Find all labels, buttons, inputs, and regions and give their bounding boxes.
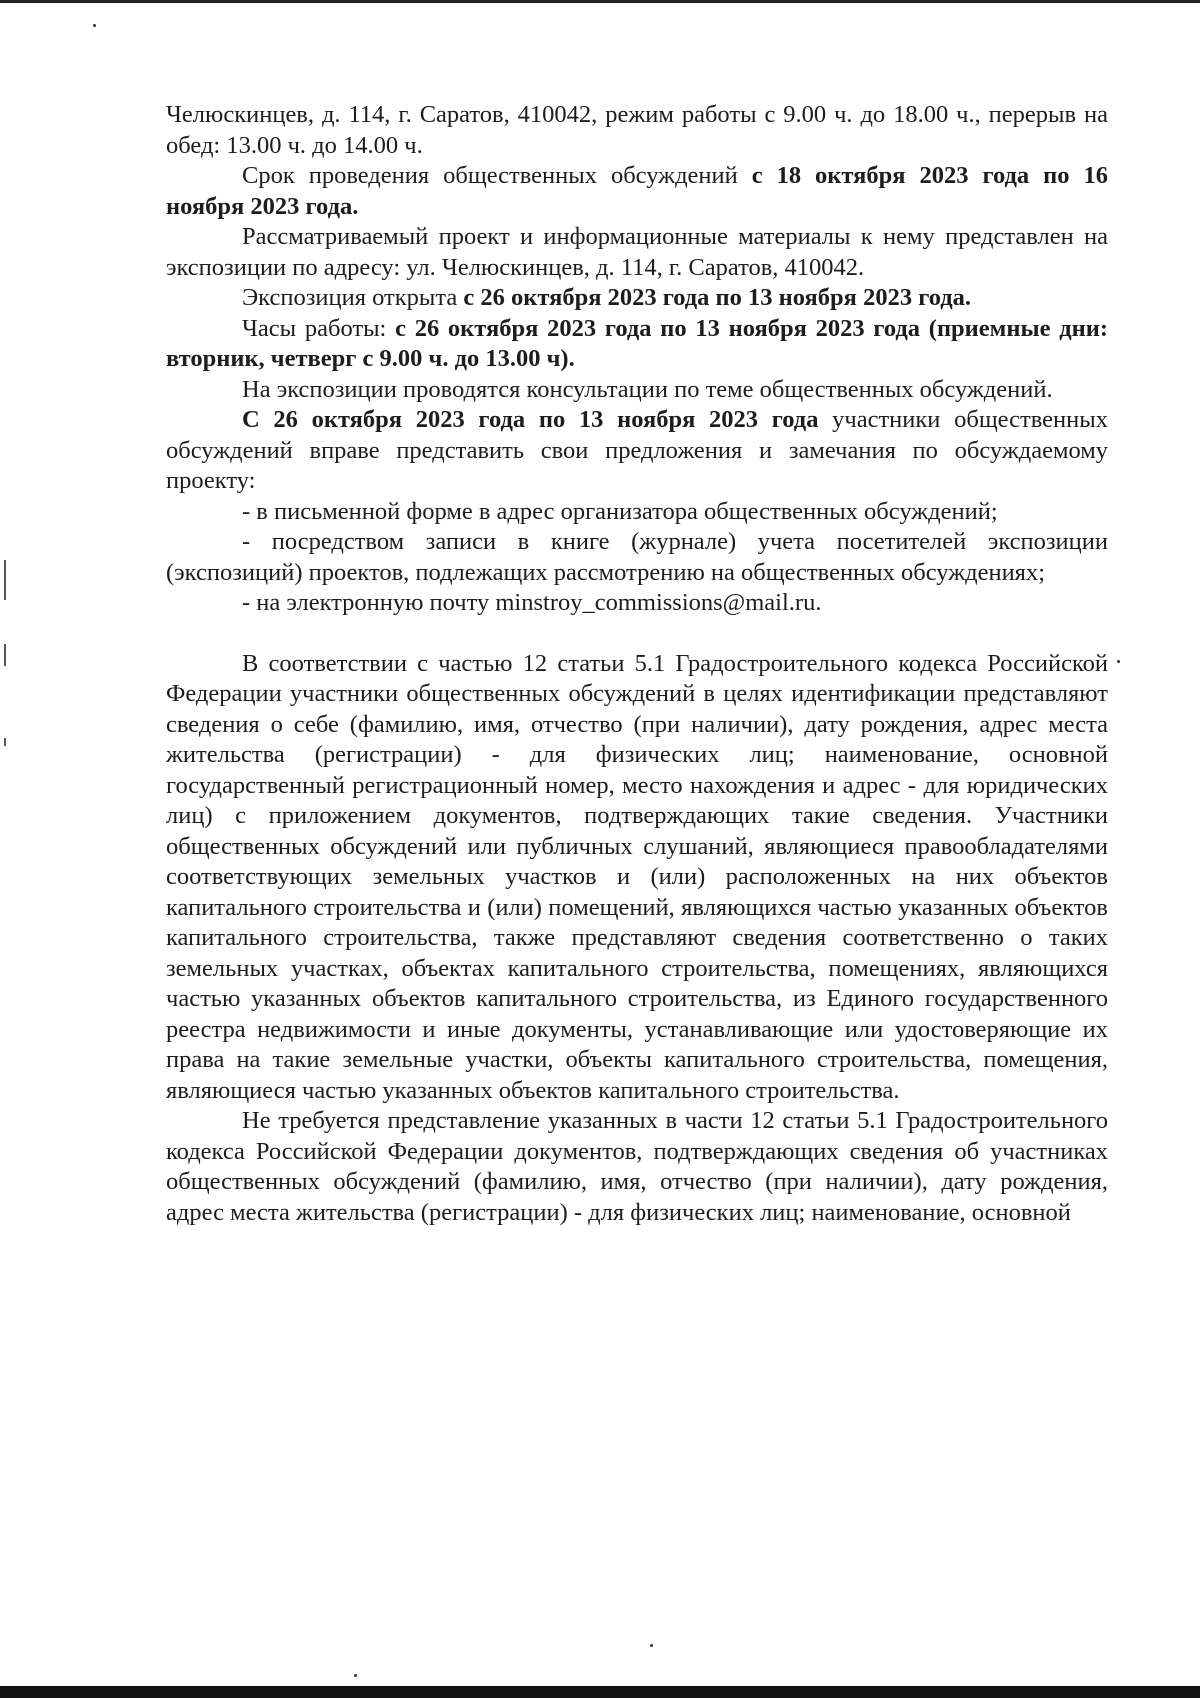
text-run: - посредством записи в книге (журнале) учета посетителей экспозиции (экспозиций) проектов, подлежащих рассмотрению на общественных обсуждениях; bbox=[166, 528, 1108, 586]
scan-speck bbox=[1117, 660, 1120, 663]
paragraph bbox=[166, 100, 1108, 161]
text-run: Не требуется представление указанных в части 12 статьи 5.1 Градостроительного кодекса Российской Федерации документов, подтверждающих сведения об участниках общественных обсуждений (фамилию, имя, отчество (при наличии), дату рождения, адрес места жительства (регистрации) - для физических лиц; наименование, основной bbox=[166, 1107, 1108, 1226]
text-run: Рассматриваемый проект и информационные материалы к нему представлен на экспозиции по адресу: ул. Челюскинцев, д. 114, г. Саратов, 410042. bbox=[166, 223, 1108, 281]
scan-margin-mark bbox=[4, 560, 6, 600]
scan-speck bbox=[354, 1674, 357, 1677]
scan-speck bbox=[650, 1644, 653, 1647]
paragraph bbox=[166, 497, 1108, 528]
scan-margin-mark bbox=[4, 738, 6, 746]
scan-top-edge bbox=[0, 0, 1200, 3]
bold-text-run: с 18 октября 2023 года по 16 ноября 2023 года. bbox=[166, 162, 1108, 220]
paragraph bbox=[166, 375, 1108, 406]
paragraph bbox=[166, 161, 1108, 222]
text-run: Срок проведения общественных обсуждений bbox=[242, 162, 752, 189]
paragraph bbox=[166, 527, 1108, 588]
paragraph bbox=[166, 283, 1108, 314]
paragraph bbox=[166, 1106, 1108, 1228]
text-run: - в письменной форме в адрес организатора общественных обсуждений; bbox=[242, 497, 998, 525]
scan-bottom-edge bbox=[0, 1686, 1200, 1698]
bold-text-run: с 26 октября 2023 года по 13 ноября 2023 года (приемные дни: вторник, четверг с 9.00 ч. до 13.00 ч). bbox=[166, 314, 1108, 372]
paragraph bbox=[166, 314, 1108, 375]
text-run: На экспозиции проводятся консультации по теме общественных обсуждений. bbox=[242, 375, 1053, 403]
paragraph bbox=[166, 222, 1108, 283]
scan-speck bbox=[93, 24, 96, 27]
text-run: - на электронную почту minstroy_commissions@mail.ru. bbox=[242, 589, 822, 616]
text-run: участники общественных обсуждений вправе представить свои предложения и замечания по обсуждаемому проекту: bbox=[166, 406, 1108, 494]
paragraph bbox=[166, 649, 1108, 1107]
text-run: Челюскинцев, д. 114, г. Саратов, 410042, режим работы с 9.00 ч. до 18.00 ч., перерыв на обед: 13.00 ч. до 14.00 ч. bbox=[166, 101, 1108, 159]
paragraph bbox=[166, 588, 1108, 619]
paragraph bbox=[166, 405, 1108, 497]
text-run: Экспозиция открыта bbox=[242, 284, 464, 311]
text-run: Часы работы: bbox=[242, 314, 396, 342]
document-page bbox=[166, 100, 1108, 1228]
text-run: В соответствии с частью 12 статьи 5.1 Градостроительного кодекса Российской Федерации участники общественных обсуждений в целях идентификации представляют сведения о себе (фамилию, имя, отчество (при наличии), дату рождения, адрес места жительства (регистрации) - для физических лиц; наименование, основной государственный регистрационный номер, место нахождения и адрес - для юридических лиц) с приложением документов, подтверждающих такие сведения. Участники общественных обсуждений или публичных слушаний, являющиеся правообладателями соответствующих земельных участков и (или) расположенных на них объектов капитального строительства и (или) помещений, являющихся частью указанных объектов капитального строительства, также представляют сведения соответственно о таких земельных участках, объектах капитального строительства, помещениях, являющихся частью указанных объектов капитального строительства, из Единого государственного реестра недвижимости и иные документы, устанавливающие или удостоверяющие их права на такие земельные участки, объекты капитального строительства, помещения, являющиеся частью указанных объектов капитального строительства. bbox=[166, 649, 1108, 1104]
bold-text-run: с 26 октября 2023 года по 13 ноября 2023 года. bbox=[463, 284, 972, 311]
scan-margin-mark bbox=[4, 644, 6, 666]
bold-text-run: С 26 октября 2023 года по 13 ноября 2023 года bbox=[242, 406, 819, 433]
